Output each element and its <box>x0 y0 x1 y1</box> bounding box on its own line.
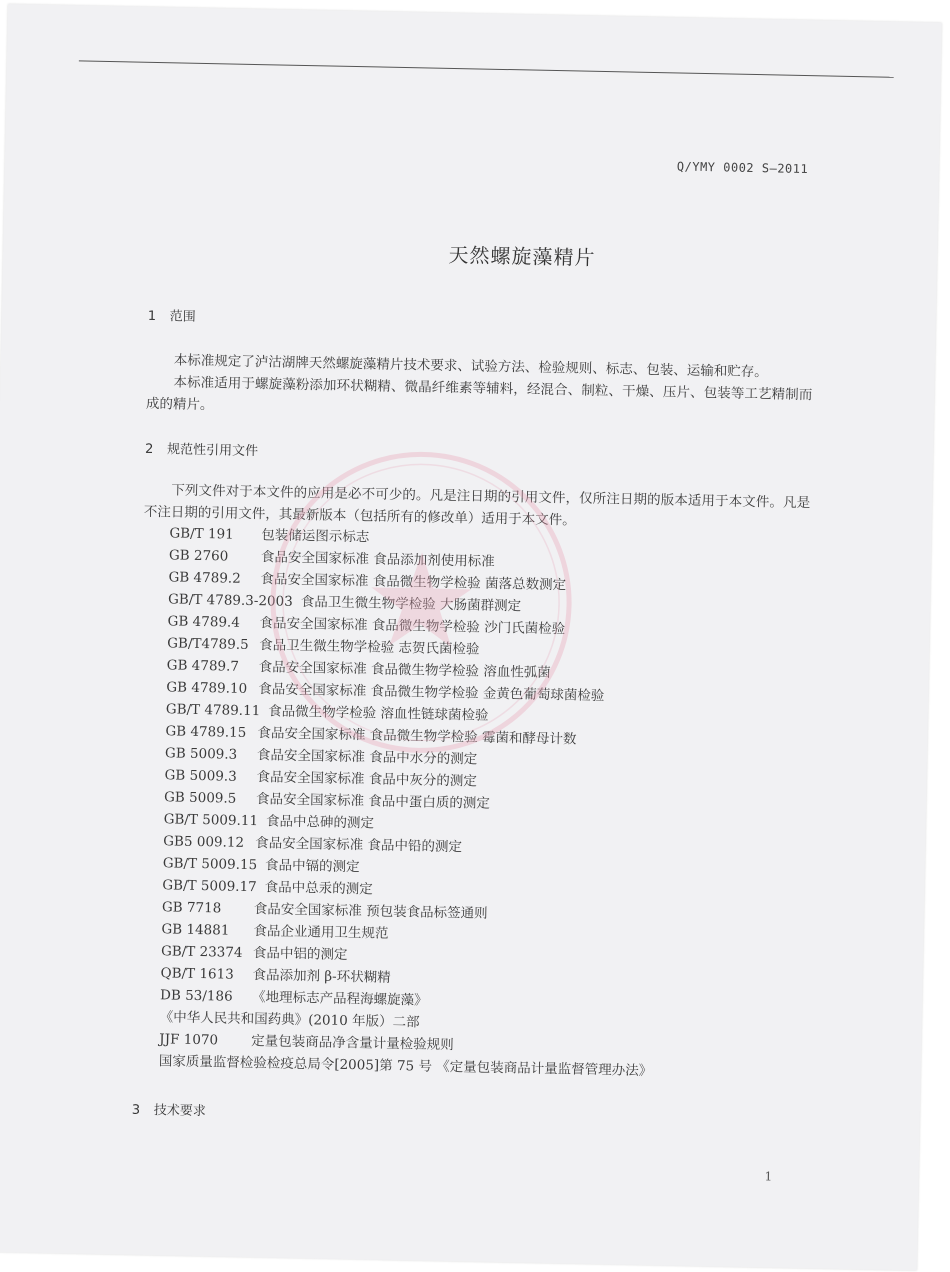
reference-title: 食品安全国家标准 食品添加剂使用标准 <box>260 549 495 570</box>
reference-title: 食品安全国家标准 食品中蛋白质的测定 <box>255 791 491 812</box>
reference-title: 食品安全国家标准 预包装食品标签通则 <box>253 901 488 922</box>
reference-code: GB 14881 <box>161 921 230 939</box>
reference-code: GB/T 5009.17 <box>162 877 257 896</box>
reference-code: GB/T 23374 <box>160 943 243 961</box>
reference-title: 食品中总汞的测定 <box>264 879 373 898</box>
section-heading-technical-requirements <box>132 1099 206 1119</box>
section-heading-normative-references <box>145 438 258 459</box>
reference-code: GB 4789.10 <box>166 679 248 697</box>
reference-code: GB/T 191 <box>169 525 234 543</box>
reference-title: 《地理标志产品程海螺旋藻》 <box>251 989 428 1009</box>
reference-title: 食品安全国家标准 食品微生物学检验 菌落总数测定 <box>260 571 567 594</box>
reference-code: GB 2760 <box>168 547 229 565</box>
reference-code: GB/T 4789.3-2003 <box>167 591 293 610</box>
reference-title: 食品安全国家标准 食品中铅的测定 <box>255 835 463 856</box>
standard-code: Q/YMY 0002 S—2011 <box>676 159 809 177</box>
reference-code: GB 5009.5 <box>163 789 237 807</box>
reference-code: DB 53/186 <box>159 987 233 1005</box>
reference-title: 食品安全国家标准 食品微生物学检验 溶血性弧菌 <box>258 659 551 682</box>
reference-code: GB 4789.2 <box>168 569 241 587</box>
reference-title: 食品安全国家标准 食品中水分的测定 <box>256 747 478 768</box>
reference-title: 食品卫生微生物学检验 志贺氏菌检验 <box>259 637 480 658</box>
reference-code: GB 7718 <box>161 899 222 917</box>
scope-paragraph-1: 本标准规定了泸沽湖牌天然螺旋藻精片技术要求、试验方法、检验规则、标志、包装、运输和贮存。 <box>173 352 768 381</box>
reference-code: GB 5009.3 <box>164 767 237 785</box>
section-number: 3 <box>131 1102 141 1118</box>
document-title: 天然螺旋藻精片 <box>448 242 596 270</box>
header-rule <box>79 60 894 77</box>
section-number: 2 <box>144 441 154 458</box>
scope-paragraph-2: 本标准适用于螺旋藻粉添加环状糊精、微晶纤维素等辅料，经混合、制粒、干燥、压片、包装等工艺精制而成的精片。 <box>145 374 813 414</box>
document-page <box>0 4 942 1270</box>
section-heading-scope <box>148 305 196 325</box>
section-number: 1 <box>147 308 157 325</box>
reference-title: 食品安全国家标准 食品微生物学检验 沙门氏菌检验 <box>259 615 566 638</box>
reference-title: 食品中铝的测定 <box>252 945 348 964</box>
reference-code: GB/T4789.5 <box>167 635 249 653</box>
reference-code: GB/T 5009.15 <box>162 855 258 874</box>
reference-list <box>159 522 663 1082</box>
reference-title: 包装储运图示标志 <box>261 527 370 546</box>
reference-code: GB 5009.3 <box>164 745 238 763</box>
reference-code: QB/T 1613 <box>160 965 234 983</box>
reference-code: GB 4789.7 <box>166 657 240 675</box>
reference-title: 食品安全国家标准 食品微生物学检验 金黄色葡萄球菌检验 <box>258 681 605 705</box>
reference-title: 国家质量监督检验检疫总局令[2005]第 75 号 《定量包装商品计量监督管理办法》 <box>158 1053 653 1080</box>
reference-title: 定量包装商品净含量计量检验规则 <box>251 1033 454 1054</box>
reference-code: GB 4789.4 <box>167 613 241 631</box>
reference-code: GB/T 4789.11 <box>165 701 261 720</box>
reference-title: 食品企业通用卫生规范 <box>253 923 389 942</box>
section-title: 范围 <box>169 309 196 325</box>
reference-title: 食品安全国家标准 食品中灰分的测定 <box>256 769 477 790</box>
reference-code: GB 4789.15 <box>165 723 247 741</box>
section-title: 技术要求 <box>153 1103 206 1120</box>
reference-title: 食品中镉的测定 <box>264 857 360 876</box>
reference-code: JJF 1070 <box>159 1031 219 1049</box>
reference-code: GB/T 5009.11 <box>163 811 259 830</box>
reference-title: 食品安全国家标准 食品微生物学检验 霉菌和酵母计数 <box>257 725 577 748</box>
reference-title: 食品卫生微生物学检验 大肠菌群测定 <box>300 593 522 615</box>
references-intro-paragraph: 下列文件对于本文件的应用是必不可少的。凡是注日期的引用文件，仅所注日期的版本适用于本文件。凡是不注日期的引用文件，其最新版本（包括所有的修改单）适用于本文件。 <box>143 482 811 529</box>
page-number: 1 <box>764 1169 773 1184</box>
reference-code: GB5 009.12 <box>163 833 245 851</box>
reference-title: 食品中总砷的测定 <box>265 813 375 832</box>
section-title: 规范性引用文件 <box>166 442 259 460</box>
reference-title: 《中华人民共和国药典》(2010 年版）二部 <box>159 1009 420 1031</box>
reference-title: 食品微生物学检验 溶血性链球菌检验 <box>268 703 489 724</box>
reference-title: 食品添加剂 β-环状糊精 <box>252 967 391 986</box>
